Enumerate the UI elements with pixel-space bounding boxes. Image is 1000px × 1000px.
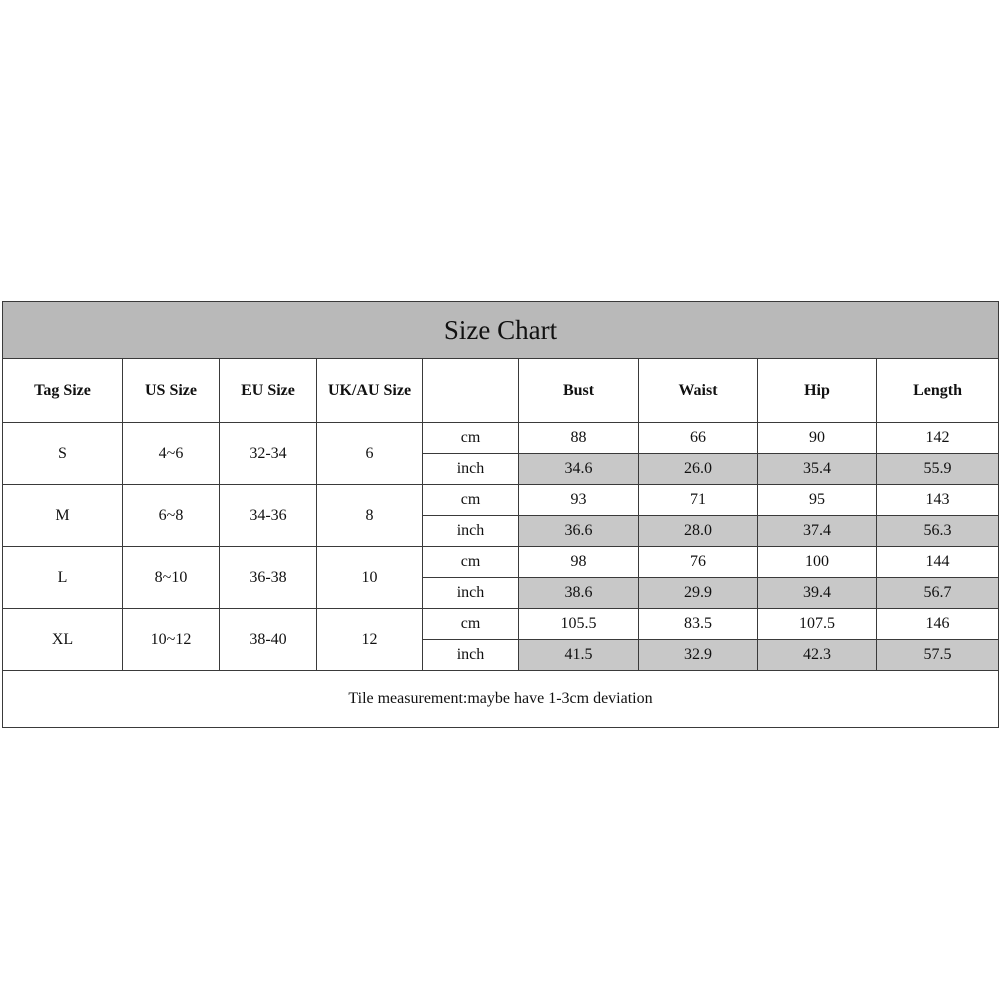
bust-inch-cell: 36.6 (519, 516, 639, 547)
us-size-cell: 10~12 (123, 609, 220, 671)
eu-size-cell: 36-38 (220, 547, 317, 609)
unit-cell: cm (423, 423, 519, 454)
bust-inch-cell: 41.5 (519, 640, 639, 671)
eu-size-cell: 32-34 (220, 423, 317, 485)
header-unit (423, 359, 519, 423)
measurement-note: Tile measurement:maybe have 1-3cm deviation (3, 671, 999, 728)
unit-cell: cm (423, 609, 519, 640)
hip-cm-cell: 100 (758, 547, 877, 578)
uk-au-size-cell: 10 (317, 547, 423, 609)
length-inch-cell: 55.9 (877, 454, 999, 485)
bust-cm-cell: 105.5 (519, 609, 639, 640)
length-inch-cell: 56.7 (877, 578, 999, 609)
header-tag-size: Tag Size (3, 359, 123, 423)
uk-au-size-cell: 12 (317, 609, 423, 671)
waist-cm-cell: 76 (639, 547, 758, 578)
unit-cell: inch (423, 640, 519, 671)
bust-cm-cell: 98 (519, 547, 639, 578)
hip-inch-cell: 39.4 (758, 578, 877, 609)
eu-size-cell: 34-36 (220, 485, 317, 547)
bust-inch-cell: 34.6 (519, 454, 639, 485)
header-hip: Hip (758, 359, 877, 423)
header-length: Length (877, 359, 999, 423)
uk-au-size-cell: 8 (317, 485, 423, 547)
hip-cm-cell: 90 (758, 423, 877, 454)
unit-cell: inch (423, 516, 519, 547)
waist-cm-cell: 71 (639, 485, 758, 516)
waist-cm-cell: 83.5 (639, 609, 758, 640)
hip-cm-cell: 107.5 (758, 609, 877, 640)
table-row (3, 485, 999, 516)
us-size-cell: 4~6 (123, 423, 220, 485)
tag-size-cell: XL (3, 609, 123, 671)
header-us-size: US Size (123, 359, 220, 423)
hip-inch-cell: 37.4 (758, 516, 877, 547)
length-cm-cell: 146 (877, 609, 999, 640)
size-chart-table (2, 301, 999, 728)
waist-inch-cell: 32.9 (639, 640, 758, 671)
tag-size-cell: M (3, 485, 123, 547)
bust-cm-cell: 93 (519, 485, 639, 516)
length-cm-cell: 142 (877, 423, 999, 454)
bust-inch-cell: 38.6 (519, 578, 639, 609)
length-inch-cell: 56.3 (877, 516, 999, 547)
waist-cm-cell: 66 (639, 423, 758, 454)
table-row (3, 547, 999, 578)
unit-cell: cm (423, 547, 519, 578)
hip-inch-cell: 35.4 (758, 454, 877, 485)
length-cm-cell: 143 (877, 485, 999, 516)
eu-size-cell: 38-40 (220, 609, 317, 671)
header-waist: Waist (639, 359, 758, 423)
size-chart-title: Size Chart (3, 302, 999, 359)
tag-size-cell: L (3, 547, 123, 609)
us-size-cell: 8~10 (123, 547, 220, 609)
waist-inch-cell: 28.0 (639, 516, 758, 547)
header-row (3, 359, 999, 423)
header-bust: Bust (519, 359, 639, 423)
length-inch-cell: 57.5 (877, 640, 999, 671)
hip-cm-cell: 95 (758, 485, 877, 516)
waist-inch-cell: 29.9 (639, 578, 758, 609)
unit-cell: cm (423, 485, 519, 516)
title-row (3, 302, 999, 359)
waist-inch-cell: 26.0 (639, 454, 758, 485)
hip-inch-cell: 42.3 (758, 640, 877, 671)
bust-cm-cell: 88 (519, 423, 639, 454)
table-row (3, 423, 999, 454)
unit-cell: inch (423, 454, 519, 485)
header-uk-au-size: UK/AU Size (317, 359, 423, 423)
note-row (3, 671, 999, 728)
us-size-cell: 6~8 (123, 485, 220, 547)
table-row (3, 609, 999, 640)
tag-size-cell: S (3, 423, 123, 485)
length-cm-cell: 144 (877, 547, 999, 578)
uk-au-size-cell: 6 (317, 423, 423, 485)
unit-cell: inch (423, 578, 519, 609)
header-eu-size: EU Size (220, 359, 317, 423)
